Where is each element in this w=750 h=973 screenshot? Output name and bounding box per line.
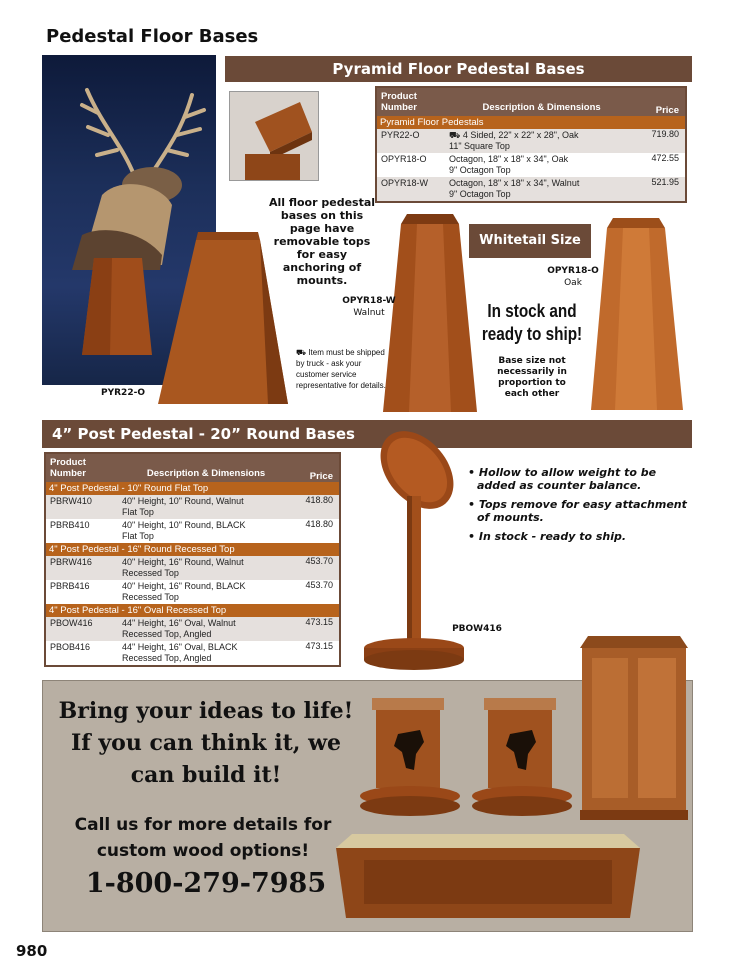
- post-section-title: 4” Post Pedestal - 20” Round Bases: [42, 420, 692, 448]
- description-line2: Recessed Top: [122, 592, 179, 602]
- product-number: PBRW416: [46, 556, 118, 580]
- octagon-pedestal-oak-image: [591, 216, 683, 414]
- walnut-code: OPYR18-W: [342, 296, 396, 306]
- description-line2: 9" Octagon Top: [449, 189, 511, 199]
- africa-pedestal-image: [358, 696, 462, 818]
- page-title: Pedestal Floor Bases: [46, 26, 259, 47]
- feature-item: • In stock - ready to ship.: [468, 530, 627, 543]
- post-pedestal-pbow416-image: [362, 426, 468, 672]
- description-header: Description & Dimensions: [482, 102, 601, 113]
- oak-text: Oak: [564, 278, 582, 288]
- pyramid-price-table: [375, 86, 687, 203]
- truck-note-text: Item must be shipped by truck - ask your customer service representative for details.: [296, 348, 386, 390]
- product-number: PYR22-O: [377, 129, 445, 153]
- removable-top-photo: [229, 91, 319, 181]
- description: Octagon, 18" x 18" x 34", Oak: [449, 154, 569, 164]
- description-line2: 9" Octagon Top: [449, 165, 511, 175]
- price: 473.15: [294, 617, 339, 641]
- truck-icon: ⛟: [296, 348, 307, 357]
- product-number: PBOW416: [46, 617, 118, 641]
- banner-heading: Bring your ideas to life! If you can think it, we can build it!: [58, 698, 354, 788]
- description: 44" Height, 16" Oval, BLACK: [122, 642, 238, 652]
- category-row: Pyramid Floor Pedestals: [377, 116, 685, 129]
- pbow416-label: PBOW416: [452, 624, 502, 634]
- truck-shipping-note: [296, 347, 386, 391]
- description-line2: Flat Top: [122, 507, 154, 517]
- product-number: PBRB416: [46, 580, 118, 604]
- price: 453.70: [294, 556, 339, 580]
- product-number: PBRB410: [46, 519, 118, 543]
- description: 40" Height, 16" Round, Walnut: [122, 557, 244, 567]
- price: 521.95: [638, 177, 685, 201]
- price: 719.80: [638, 129, 685, 153]
- walnut-text: Walnut: [353, 308, 385, 318]
- price: 472.55: [638, 153, 685, 177]
- description: 44" Height, 16" Oval, Walnut: [122, 618, 236, 628]
- description-line2: Recessed Top: [122, 568, 179, 578]
- base-size-note: Base size not necessarily in proportion to each other: [497, 356, 567, 399]
- product-number: OPYR18-O: [377, 153, 445, 177]
- product-number: PBOB416: [46, 641, 118, 665]
- category-row: 4" Post Pedestal - 16" Round Recessed Top: [46, 543, 339, 556]
- description: 40" Height, 10" Round, Walnut: [122, 496, 244, 506]
- description: 40" Height, 16" Round, BLACK: [122, 581, 246, 591]
- truck-icon: ⛟: [449, 130, 461, 140]
- phone-number[interactable]: 1-800-279-7985: [85, 868, 327, 899]
- category-row: 4" Post Pedestal - 16" Oval Recessed Top: [46, 604, 339, 617]
- price: 453.70: [294, 580, 339, 604]
- removable-tops-note: All floor pedestal bases on this page have removable tops for easy anchoring of mounts.: [268, 196, 376, 287]
- post-features-list: [468, 466, 698, 549]
- in-stock-headline: In stock and ready to ship!: [481, 301, 583, 344]
- display-case-image: [334, 826, 642, 926]
- price: 473.15: [294, 641, 339, 665]
- description-line2: Recessed Top, Angled: [122, 653, 212, 663]
- description-header: Description & Dimensions: [146, 468, 266, 479]
- product-number-header: Product Number: [50, 457, 86, 479]
- post-price-table: [44, 452, 341, 667]
- feature-item: • Tops remove for easy attachment of mounts.: [468, 498, 687, 524]
- price-header: Price: [655, 105, 679, 116]
- product-number: OPYR18-W: [377, 177, 445, 201]
- price-header: Price: [309, 471, 333, 482]
- feature-item: • Hollow to allow weight to be added as counter balance.: [468, 466, 657, 492]
- description: 4 Sided, 22" x 22" x 28", Oak: [462, 130, 579, 140]
- description-line2: 11" Square Top: [449, 141, 510, 151]
- price: 418.80: [294, 495, 339, 519]
- page-number: 980: [16, 942, 48, 960]
- description-line2: Flat Top: [122, 531, 154, 541]
- banner-call-text: Call us for more details for custom wood options!: [74, 815, 332, 861]
- africa-pedestal-image: [470, 696, 574, 818]
- walnut-label: [336, 295, 402, 319]
- product-number-header: Product Number: [381, 91, 417, 113]
- description: Octagon, 18" x 18" x 34", Walnut: [449, 178, 580, 188]
- price: 418.80: [294, 519, 339, 543]
- oak-code: OPYR18-O: [547, 266, 599, 276]
- pyr22-label: PYR22-O: [101, 388, 145, 398]
- category-row: 4" Post Pedestal - 10" Round Flat Top: [46, 482, 339, 495]
- description-line2: Recessed Top, Angled: [122, 629, 212, 639]
- pyramid-section-title: Pyramid Floor Pedestal Bases: [225, 56, 692, 82]
- description: 40" Height, 10" Round, BLACK: [122, 520, 246, 530]
- product-number: PBRW410: [46, 495, 118, 519]
- octagon-cabinet-image: [578, 632, 690, 822]
- whitetail-size-badge: Whitetail Size: [469, 224, 591, 258]
